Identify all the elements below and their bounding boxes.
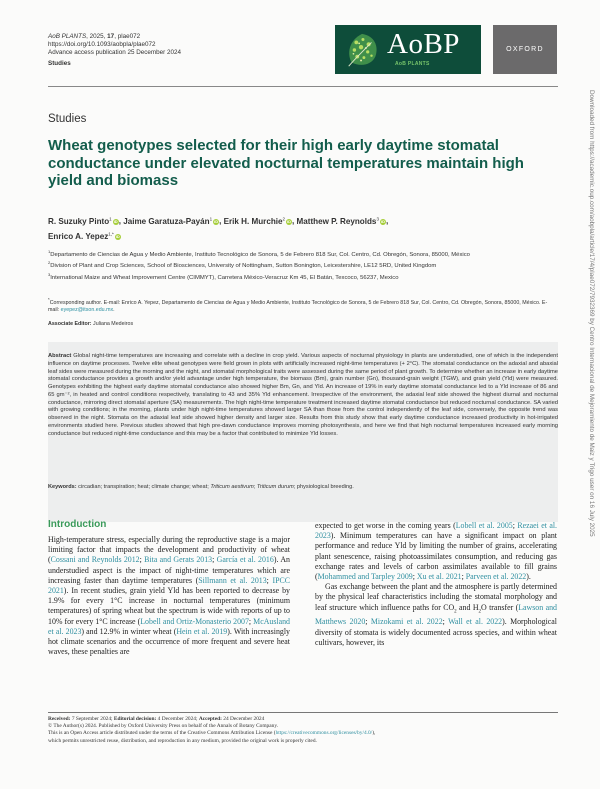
citation-link[interactable]: Lobell et al. 2005 — [455, 521, 513, 530]
doi-link[interactable]: https://doi.org/10.1093/aobpla/plae072 — [48, 41, 156, 49]
section-tag: Studies — [48, 59, 71, 67]
author-list: R. Suzuky Pinto$^1$iD, Jaime Garatuza-Payán$^1$iD, Erik H. Murchie$^2$iD, Matthew P. Reynolds$^3$iD, Enrico A. Yepez$^{1,*}$iD — [48, 216, 389, 242]
citation-line: AoB PLANTS, 2025, 17, plae072 — [48, 33, 141, 40]
citation-link[interactable]: García et al. 2016 — [216, 555, 274, 565]
header-divider — [48, 86, 558, 87]
author[interactable]: Jaime Garatuza-Payán$^1$iD — [123, 216, 219, 226]
journal-name: AoB PLANTS — [48, 33, 87, 40]
citation-link[interactable]: Sillmann et al. 2013 — [198, 575, 267, 585]
author[interactable]: R. Suzuky Pinto$^1$iD — [48, 216, 118, 226]
citation-link[interactable]: Xu et al. 2021 — [416, 572, 462, 582]
orcid-icon[interactable]: iD — [287, 218, 292, 224]
orcid-icon[interactable]: iD — [380, 218, 385, 224]
citation-link[interactable]: Lobell and Ortiz-Monasterio 2007 — [140, 616, 249, 626]
advance-access: Advance access publication 25 December 2024 — [48, 49, 182, 57]
body-column-right: expected to get worse in the coming years (Lobell et al. 2005; Rezaei et al. 2023). Minimum temperatures can have a significant impact on plant performance and reduce Yld by limiting the number of grains, accelerating plant senescence, raising photoassimilates consumption, and reducing gas exchange rates and levels of carbon assimilates available to fill grains (Mohammed and Tarpley 2009; Xu et al. 2021; Parveen et al. 2022). Gas exchange between the plant and the atmosphere is partly determined by the physical leaf characteristics including the stomatal morphology and leaf structure which influence paths for $CO_2$ and $H_2O$ transfer (Lawson and Matthews 2020; Mizokami et al. 2022; Wall et al. 2022). Morphological diversity of stomata is widely documented across species, and within wheat cultivars, however, its — [315, 521, 557, 647]
footer — [48, 716, 558, 745]
section-label: Studies — [48, 113, 87, 125]
author[interactable]: Erik H. Murchie$^2$iD — [223, 216, 292, 226]
orcid-icon[interactable]: iD — [214, 218, 219, 224]
citation-link[interactable]: Hein et al. 2019 — [176, 626, 228, 636]
affiliation: $^3$International Maize and Wheat Improvement Centre (CIMMYT), Carretera México-Veracruz Km 45, El Batán, Texcoco, 56237, Mexico — [48, 271, 399, 281]
volume: 17 — [107, 33, 115, 40]
email-link[interactable]: eyepez@itson.edu.mx — [60, 306, 114, 313]
citation-link[interactable]: Lawson and Matthews 2020 — [315, 602, 557, 627]
copyright: © The Author(s) 2024. Published by Oxford University Press on behalf of the Annals of Botany Company. — [48, 723, 279, 730]
article-id: plae072 — [117, 33, 141, 40]
leaf-icon — [343, 31, 381, 69]
keywords: Keywords: circadian; transpiration; heat; climate change; wheat; Triticum aestivum; Triticum durum; physiological breeding. — [48, 484, 354, 490]
citation-link[interactable]: Rezaei et al. 2023 — [315, 521, 557, 541]
associate-editor: Associate Editor: Juliana Medeiros — [48, 321, 134, 327]
aobp-logo[interactable] — [335, 25, 481, 74]
footer-divider — [48, 712, 558, 713]
license: This is an Open Access article distributed under the terms of the Creative Commons Attribution License (https://creativecommons.org/licenses/by/4.0/), which permits unrestricted reuse, distribution, and reproduction in any medium, provided the original work is properly cited. — [48, 730, 376, 744]
aobp-wordmark: AoBP — [387, 28, 460, 60]
article-title: Wheat genotypes selected for their high early daytime stomatal conductance under elevated nocturnal temperatures maintain high yield and biomass — [48, 137, 524, 189]
oxford-logo[interactable]: OXFORD — [493, 25, 557, 74]
publication-dates: Received: 7 September 2024; Editorial decision: 4 December 2024; Accepted: 24 December 2024 — [48, 716, 265, 722]
citation-link[interactable]: IPCC 2021 — [48, 575, 290, 596]
affiliations — [48, 248, 558, 282]
download-watermark: Downloaded from https://academic.oup.com/aobpla/article/17/4/plae072/7932369 by Centro Internacional de Mejoramiento de Maiz y Trigo user on 16 July 2025 — [588, 90, 595, 537]
year: 2025 — [89, 33, 104, 40]
citation-link[interactable]: Bita and Gerats 2013 — [144, 555, 213, 565]
orcid-icon[interactable]: iD — [113, 218, 118, 224]
citation-link[interactable]: Cossani and Reynolds 2012 — [50, 555, 140, 565]
citation-link[interactable]: Mohammed and Tarpley 2009 — [317, 572, 413, 582]
license-link[interactable]: https://creativecommons.org/licenses/by/4.0/ — [275, 730, 373, 737]
corresponding-author: *Corresponding author. E-mail: Enrico A. Yepez, Departamento de Ciencias de Agua y Medio Ambiente, Instituto Tecnológico de Sonora, 5 de Febrero 818 Sur, Col. Centro, Cd. Obregón, Sonora, 85000, México. E-mail: eyepez@itson.edu.mx. — [48, 297, 548, 313]
orcid-icon[interactable]: iD — [115, 234, 120, 240]
aobp-subtitle: AoB PLANTS — [395, 61, 430, 67]
citation-link[interactable]: McAusland et al. 2023 — [48, 616, 290, 636]
citation-link[interactable]: Wall et al. 2022 — [448, 617, 503, 627]
affiliation: $^2$Division of Plant and Crop Sciences, School of Biosciences, University of Nottingham, Sutton Bonington, Leicestershire, LE12 5RD, United Kingdom — [48, 260, 437, 270]
abstract-text: Global night-time temperatures are increasing and correlate with a decline in crop yield. Various aspects of nocturnal physiology in plants are understudied, one of which is the independent influence on daytime processes. Twelve elite wheat genotypes were field grown in plots with artificially increased night-time temperatures (+ 2°C). The stomatal conductance on the adaxial and abaxial leaf sides were measured during the morning and the night, and stomatal morphological traits were assessed during the same period of plant growth. To determine whether an increase in early daytime stomatal conductance provides a growth and/or yield advantage under high temperature, the biomass (Bm), grain number (Gn), thousand-grain weight (TGW), and grain yield (Yld) were measured. Genotypes exhibiting the highest early daytime stomatal conductance also showed higher Bm, Gn, and Yld. An increase of 19% in early daytime stomatal conductance led to a Yld increase of 86 and 65 gm⁻², in heated and control conditions respectively, translating to 43 and 35% Yld enhancement. Irrespective of the environment, the adaxial leaf side showed the highest diurnal and nocturnal conductance, mirroring direct stomatal aperture (SA) measurements. The high night-time temperature treatment increased daytime stomatal conductance but reduced nocturnal conductance. SA varied with growing conditions; in the morning, plants under high night-time temperatures showed larger SA than those from the control independently of the leaf side, conversely, the opposite trend was observed in the night. Stomata on the adaxial leaf side showed higher density and larger size. Results from this study show that early daytime conductance increased productivity in hot-irrigated environments studied here. Previous studies showed that high pre-dawn conductance improves morning photosynthesis, and here we find that high nocturnal temperatures increased early morning conductance but reduced night-time conductance and this may be a factor that contributed to minimize Yld losses. — [48, 353, 558, 437]
affiliation: $^1$Departamento de Ciencias de Agua y Medio Ambiente, Instituto Tecnológico de Sonora, 5 de Febrero 818 Sur, Col. Centro, Cd. Obregón, Sonora, 85000, México — [48, 249, 470, 258]
abstract-label: Abstract — [48, 353, 72, 359]
introduction-heading: Introduction — [48, 519, 107, 530]
body-column-left: High-temperature stress, especially during the reproductive stage is a major limiting factor that impacts the development and productivity of wheat (Cossani and Reynolds 2012; Bita and Gerats 2013; García et al. 2016). An understudied aspect is the impact of night-time temperatures which are increasing faster than daytime temperatures (Sillmann et al. 2013; IPCC 2021). In recent studies, grain yield Yld has been reported to decrease by 1.9% for every 1°C increase in nocturnal temperatures (minimum temperatures) of spring wheat but the spectrum is wide with reports of up to 10% for every 1°C increase (Lobell and Ortiz-Monasterio 2007; McAusland et al. 2023) and 12.9% in winter wheat (Hein et al. 2019). With increasingly hot climate scenarios and the occurrence of more frequent and severe heat waves, these penalties are — [48, 535, 290, 657]
abstract — [48, 353, 558, 438]
author[interactable]: Matthew P. Reynolds$^3$iD — [296, 216, 385, 226]
author[interactable]: Enrico A. Yepez$^{1,*}$iD — [48, 231, 120, 242]
journal-metadata — [48, 33, 181, 68]
citation-link[interactable]: Parveen et al. 2022 — [465, 572, 527, 582]
citation-link[interactable]: Mizokami et al. 2022 — [370, 617, 443, 627]
